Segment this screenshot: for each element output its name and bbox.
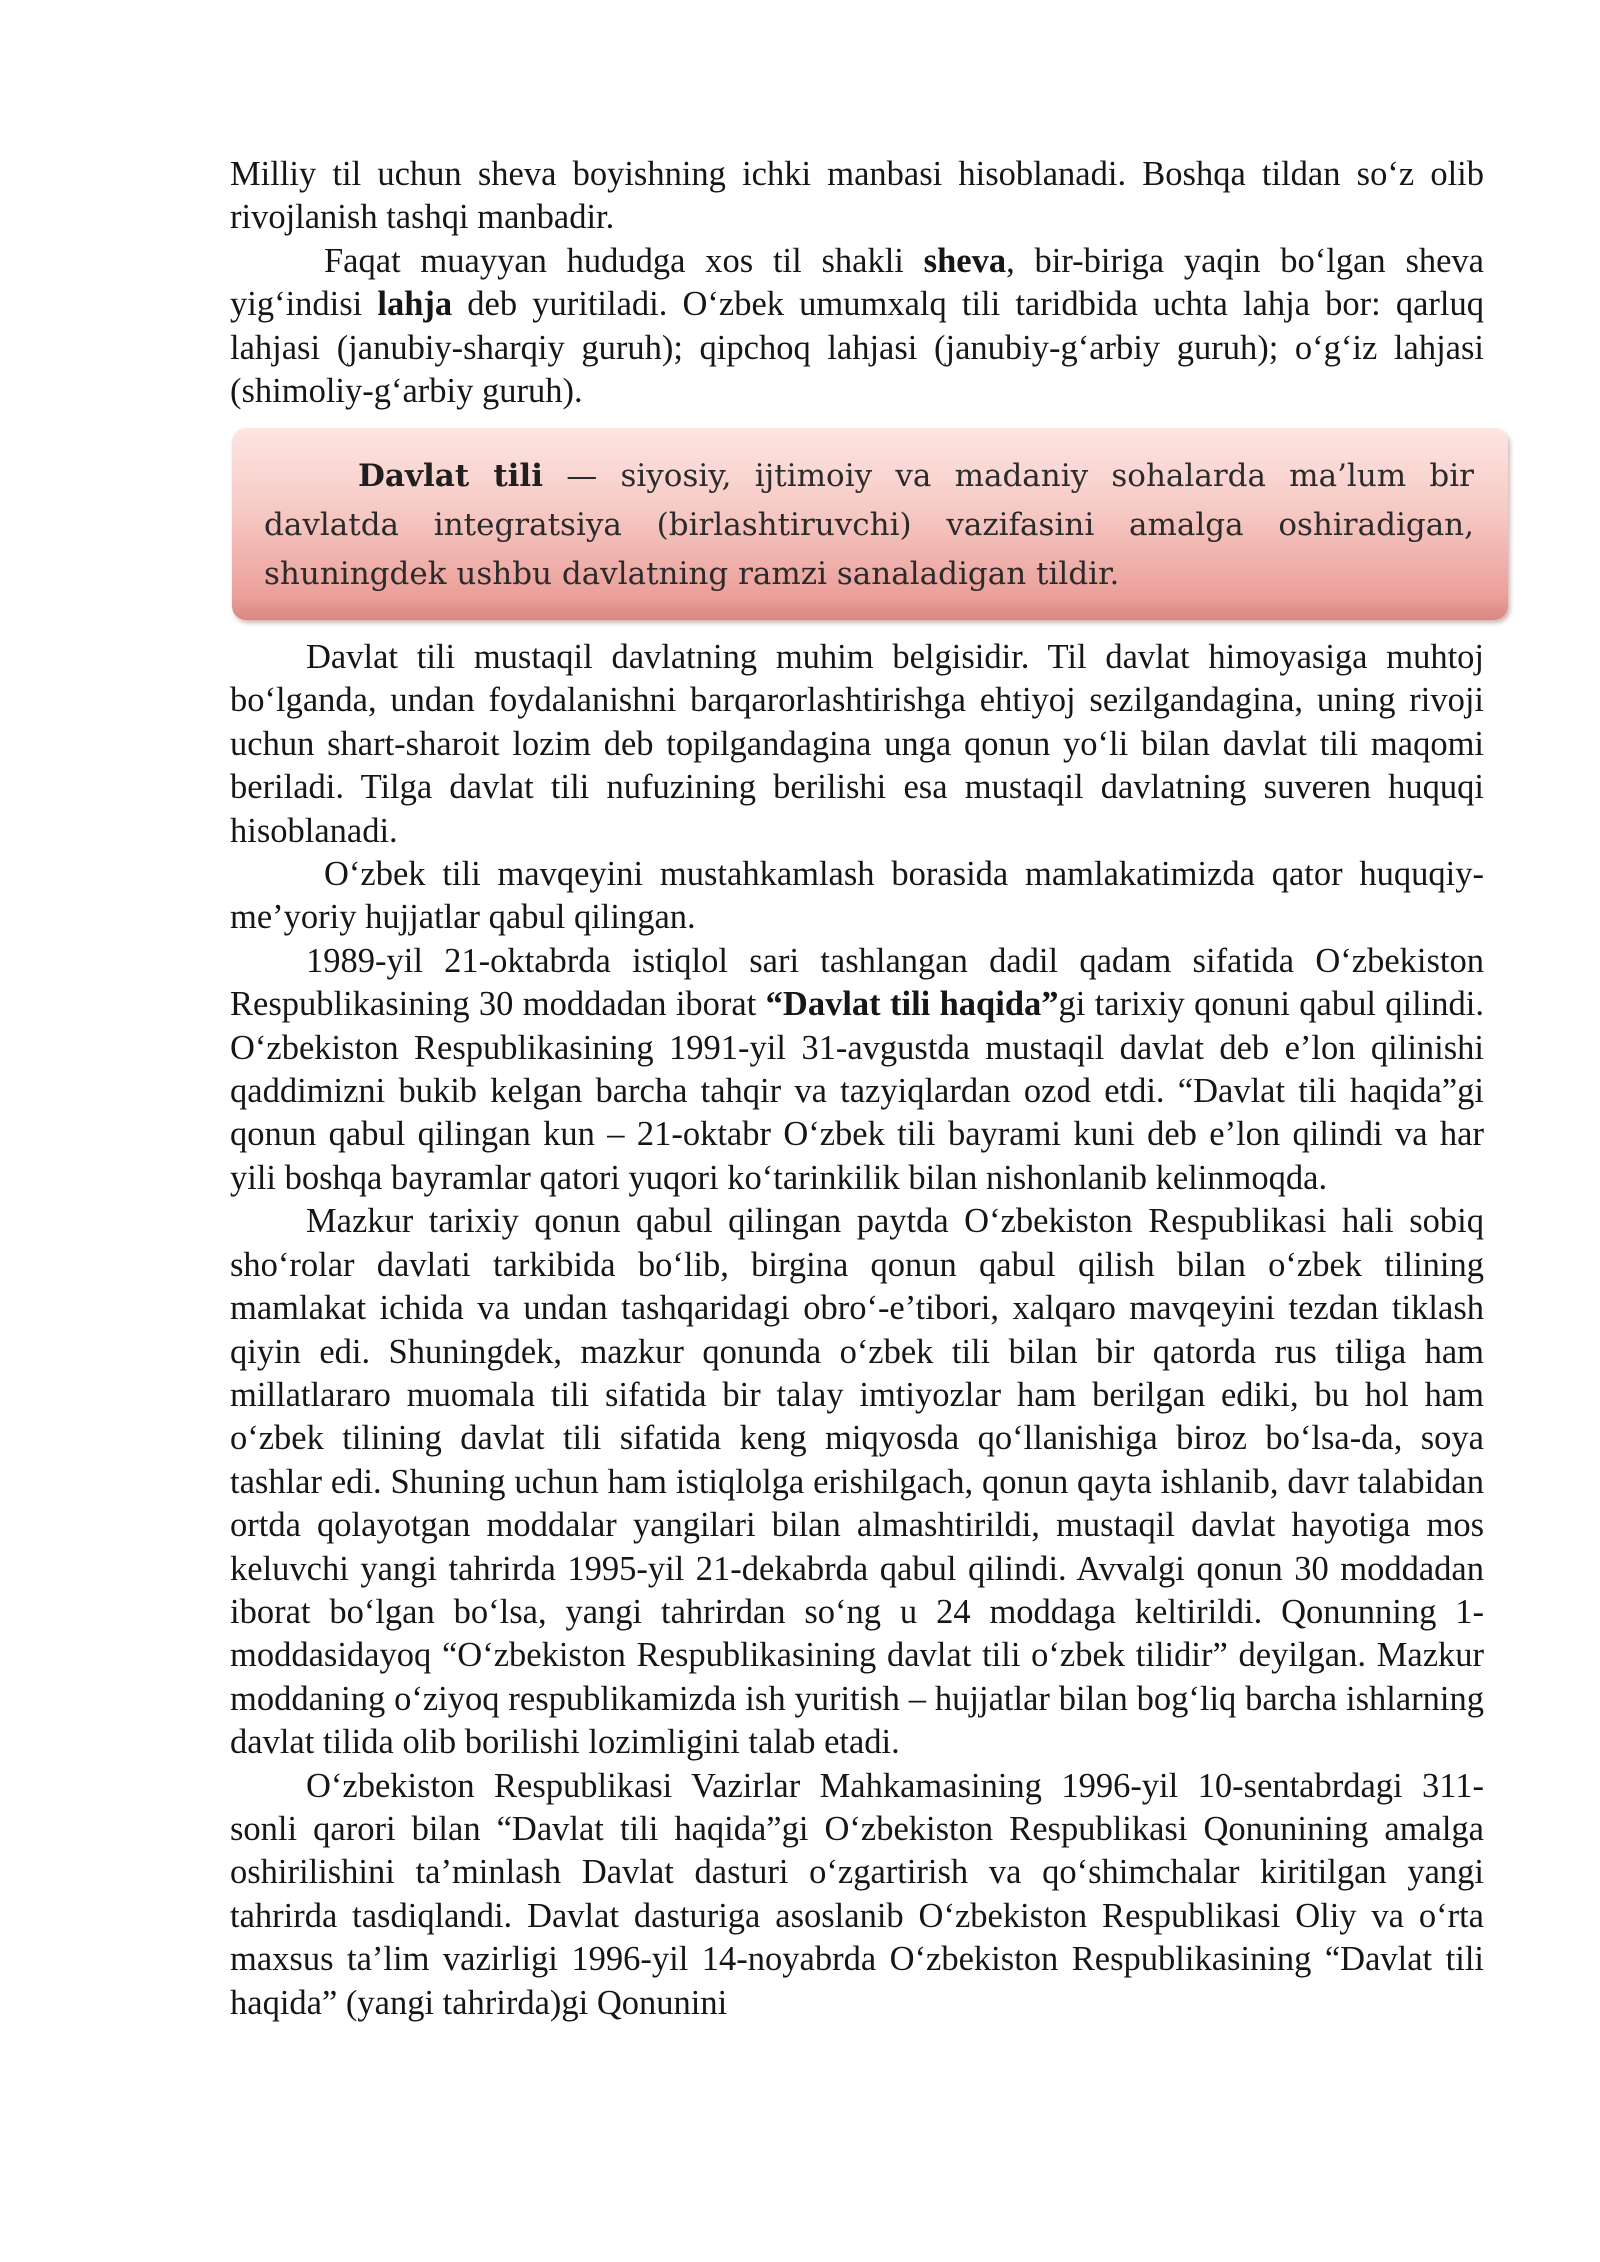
definition-term: Davlat tili <box>358 458 543 494</box>
text-run: 1989-yil 21-oktabrda istiqlol sari tashlangan dadil qadam sifatida O‘zbekiston Respublikasining 30 moddadan iborat <box>230 941 1484 1024</box>
definition-box <box>232 428 1508 620</box>
text-run: Faqat muayyan hududga xos til shakli <box>324 241 924 280</box>
text-run: gi tarixiy qonuni qabul qilindi. O‘zbekiston Respublikasining 1991-yil 31-avgustda mustaqil davlat deb e’lon qilinishi qaddimizni bukib kelgan barcha tahqir va tazyiqlardan ozod etdi. “Davlat tili haqida”gi qonun qabul qilingan kun – 21-oktabr O‘zbek tili bayrami kuni deb e’lon qilindi va har yili boshqa bayramlar qatori yuqori ko‘tarinkilik bilan nishonlanib kelinmoqda. <box>230 985 1485 1197</box>
definition-text <box>264 452 1474 599</box>
top-text-block <box>230 153 1484 413</box>
law-title: “Davlat tili haqida” <box>765 985 1059 1024</box>
paragraph-sheva-sources: Milliy til uchun sheva boyishning ichki manbasi hisoblanadi. Boshqa tildan so‘z olib rivojlanish tashqi manbadir. <box>230 155 1484 237</box>
paragraph-law-history: Mazkur tarixiy qonun qabul qilingan paytda O‘zbekiston Respublikasi hali sobiq sho‘rolar davlati tarkibida bo‘lib, birgina qonun qabul qilish bilan o‘zbek tilining mamlakat ichida va undan tashqaridagi obro‘-e’tibori, xalqaro mavqeyini tezdan tiklash qiyin edi. Shuningdek, mazkur qonunda o‘zbek tili bilan bir qatorda rus tiliga ham millatlararo muomala tili sifatida bir talay imtiyozlar ham berilgan ediki, bu hol ham o‘zbek tilining davlat tili sifatida keng miqyosda qo‘llanishiga biroz bo‘lsa-da, soya tashlar edi. Shuning uchun ham istiqlolga erishilgach, qonun qayta ishlanib, davr talabidan ortda qolayotgan moddalar yangilari bilan almashtirildi, mustaqil davlat hayotiga mos keluvchi yangi tahrirda 1995-yil 21-dekabrda qabul qilindi. Avvalgi qonun 30 moddadan iborat bo‘lgan bo‘lsa, yangi tahrirdan so‘ng u 24 moddaga keltirildi. Qonunning 1-moddasidayoq “O‘zbekiston Respublikasining davlat tili o‘zbek tilidir” deyilgan. Mazkur moddaning o‘ziyoq respublikamizda ish yuritish – hujjatlar bilan bog‘liq barcha ishlarning davlat tilida olib borilishi lozimligini talab etadi. <box>230 1202 1484 1762</box>
paragraph-1996-decree: O‘zbekiston Respublikasi Vazirlar Mahkamasining 1996-yil 10-sentabrdagi 311-sonli qarori bilan “Davlat tili haqida”gi O‘zbekiston Respublikasi Qonunining amalga oshirilishini ta’minlash Davlat dasturi o‘zgartirish va qo‘shimchalar kiritilgan yangi tahrirda tasdiqlandi. Davlat dasturiga asoslanib O‘zbekiston Respublikasi Oliy va o‘rta maxsus ta’lim vazirligi 1996-yil 14-noyabrda O‘zbekiston Respublikasining “Davlat tili haqida” (yangi tahrirda)gi Qonunini <box>230 1766 1484 2022</box>
definition-body: — siyosiy, ijtimoiy va madaniy sohalarda ma’lum bir davlatda integratsiya (birlashtiruvchi) vazifasini amalga oshiradigan, shuningdek ushbu davlatning ramzi sanaladigan tildir. <box>264 458 1474 592</box>
paragraph-legal-documents: O‘zbek tili mavqeyini mustahkamlash borasida mamlakatimizda qator huquqiy-me’yoriy hujjatlar qabul qilingan. <box>230 855 1484 937</box>
paragraph-state-language-sign: Davlat tili mustaqil davlatning muhim belgisidir. Til davlat himoyasiga muhtoj bo‘lganda, undan foydalanishni barqarorlashtirishga ehtiyoj sezilgandagina, uning rivoji uchun shart-sharoit lozim deb topilgandagina unga qonun yo‘li bilan davlat tili maqomi beriladi. Tilga davlat tili nufuzining berilishi esa mustaqil davlatning suveren huquqi hisoblanadi. <box>230 638 1484 850</box>
paragraph-sheva-lahja <box>230 240 1484 414</box>
term-sheva: sheva <box>923 241 1007 280</box>
term-lahja: lahja <box>377 285 453 324</box>
text-run: deb yuritiladi. O‘zbek umumxalq tili taridbida uchta lahja bor: qarluq lahjasi (janubiy-sharqiy guruh); qipchoq lahjasi (janubiy-g‘arbiy guruh); o‘g‘iz lahjasi (shimoliy-g‘arbiy guruh). <box>230 285 1484 411</box>
text-run: , bir-biriga yaqin bo‘lgan sheva yig‘indisi <box>230 241 1484 324</box>
bottom-text-block <box>230 636 1484 2025</box>
paragraph-1989-law <box>230 940 1484 1200</box>
